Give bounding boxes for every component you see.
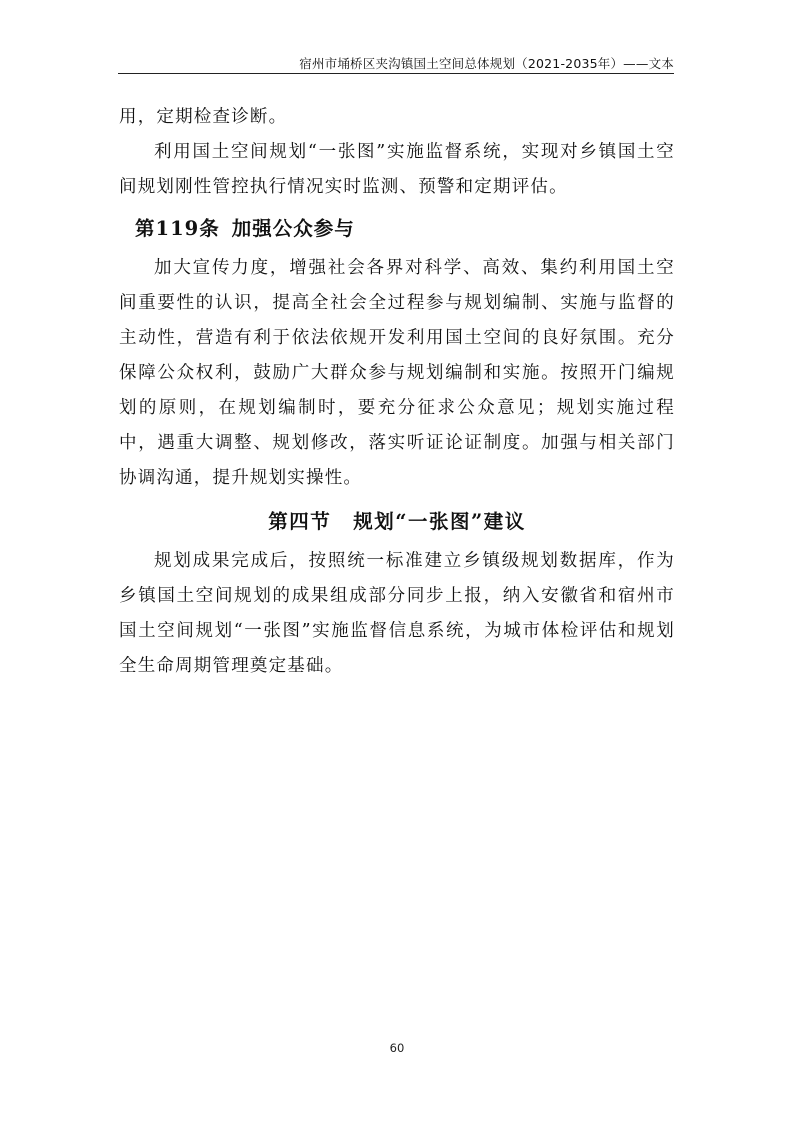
section-heading: [119, 504, 675, 540]
page-body: [119, 100, 675, 684]
section-label: 第四节: [268, 510, 332, 533]
header-divider: [118, 73, 674, 74]
page-number: 60: [389, 1041, 405, 1055]
paragraph-continuation: 用，定期检查诊断。: [119, 107, 288, 127]
article-number: 第119条: [135, 217, 220, 240]
paragraph-public-participation: 加大宣传力度，增强社会各界对科学、高效、集约利用国土空间重要性的认识，提高全社会全过程参与规划编制、实施与监督的主动性，营造有利于依法依规开发利用国土空间的良好氛围。充分保障公众权利，鼓励广大群众参与规划编制和实施。按照开门编规划的原则，在规划编制时，要充分征求公众意见；规划实施过程中，遇重大调整、规划修改，落实听证论证制度。加强与相关部门协调沟通，提升规划实操性。: [119, 258, 675, 488]
section-title: 规划“一张图”建议: [353, 510, 526, 533]
article-heading: [135, 211, 675, 247]
article-title: 加强公众参与: [231, 217, 355, 240]
running-header: 宿州市埇桥区夹沟镇国土空间总体规划（2021-2035年）——文本: [299, 56, 674, 71]
paragraph-monitoring-system: 利用国土空间规划“一张图”实施监督系统，实现对乡镇国土空间规划刚性管控执行情况实时监测、预警和定期评估。: [119, 142, 675, 197]
paragraph-one-map-suggestion: 规划成果完成后，按照统一标准建立乡镇级规划数据库，作为乡镇国土空间规划的成果组成部分同步上报，纳入安徽省和宿州市国土空间规划“一张图”实施监督信息系统，为城市体检评估和规划全生命周期管理奠定基础。: [119, 551, 675, 676]
